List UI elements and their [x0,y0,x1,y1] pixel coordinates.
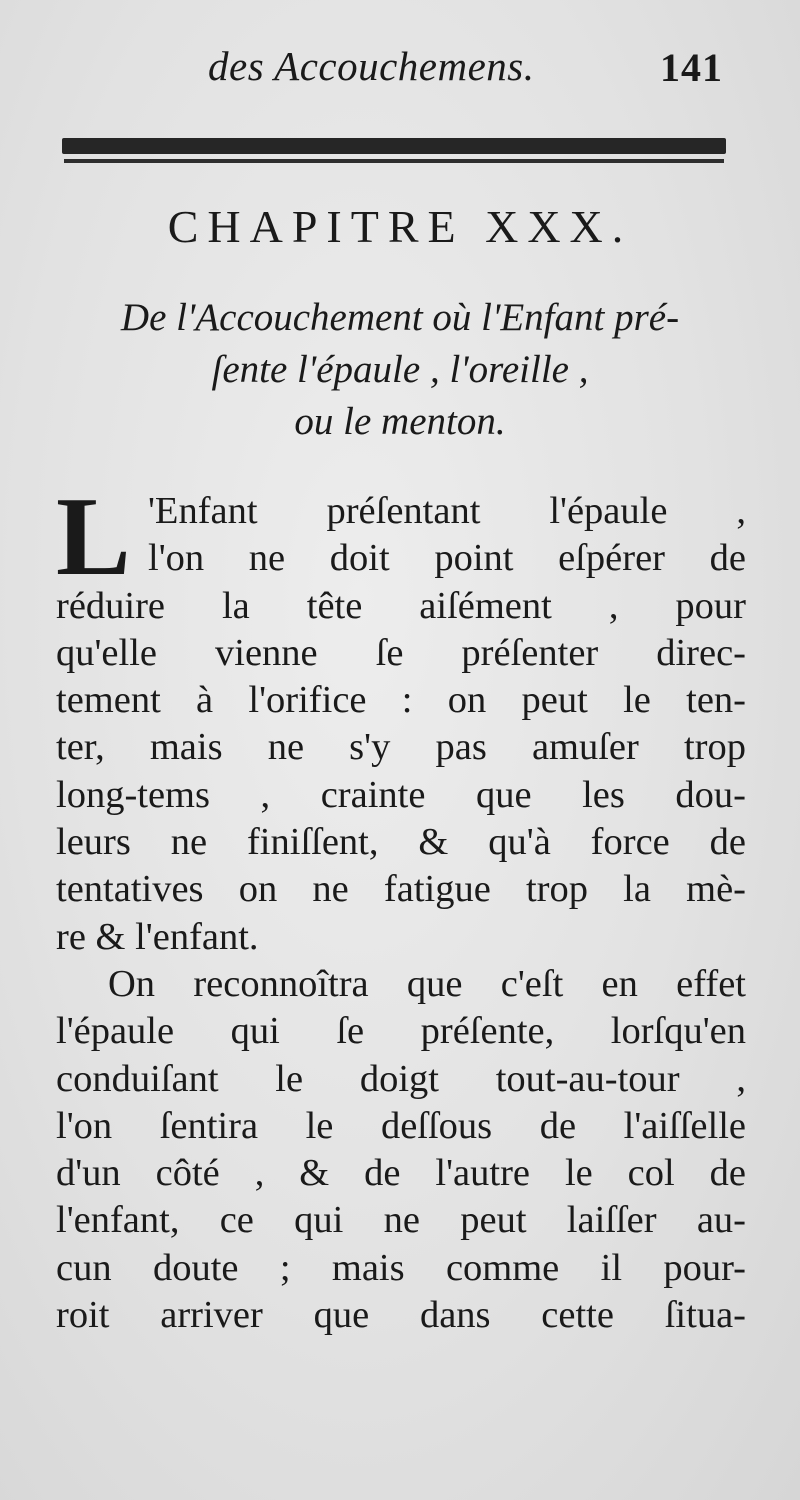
paragraph [56,475,746,961]
text-line: qu'elle vienne ſe préſenter direc- [56,631,746,674]
text-line: ter, mais ne s'y pas amuſer trop [56,726,746,769]
text-line: leurs ne finiſſent, & qu'à force de [56,821,746,864]
text-line: d'un côté , & de l'autre le col de [56,1152,746,1195]
rule-thin-line [64,159,724,163]
text-line: On reconnoîtra que c'eſt en effet [108,962,746,1005]
text-line: cun doute ; mais comme il pour- [56,1246,746,1289]
running-head [0,38,800,98]
text-line: l'on ſentira le deſſous de l'aiſſelle [56,1104,746,1147]
running-title: des Accouchemens. [208,43,535,89]
text-line: l'on ne doit point eſpérer de [148,537,746,580]
page-number: 141 [660,45,723,90]
text-line: l'enfant, ce qui ne peut laiſſer au- [56,1199,746,1242]
text-line: réduire la tête aiſément , pour [56,584,746,627]
drop-cap: L [56,475,131,599]
text-line: long-tems , crainte que les dou- [56,773,746,816]
text-line: l'épaule qui ſe préſente, lorſqu'en [56,1010,746,1053]
text-line: re & l'enfant. [56,915,259,958]
rule-thick-line [62,138,726,154]
subtitle-line: ou le menton. [294,400,506,443]
chapter-heading: CHAPITRE XXX. [167,201,633,252]
ornamental-rule [62,138,726,168]
text-line: 'Enfant préſentant l'épaule , [148,490,746,532]
subtitle-line: De l'Accouchement où l'Enfant pré- [120,296,680,339]
chapter-subtitle [40,292,760,448]
text-line: tement à l'orifice : on peut le ten- [56,679,746,722]
text-line: conduiſant le doigt tout-au-tour , [56,1057,746,1100]
subtitle-line: ſente l'épaule , l'oreille , [211,348,589,391]
text-line: tentatives on ne fatigue trop la mè- [56,868,746,911]
text-line: roit arriver que dans cette ſitua- [56,1294,746,1337]
paragraph [56,961,746,1339]
body-text [56,475,746,1339]
